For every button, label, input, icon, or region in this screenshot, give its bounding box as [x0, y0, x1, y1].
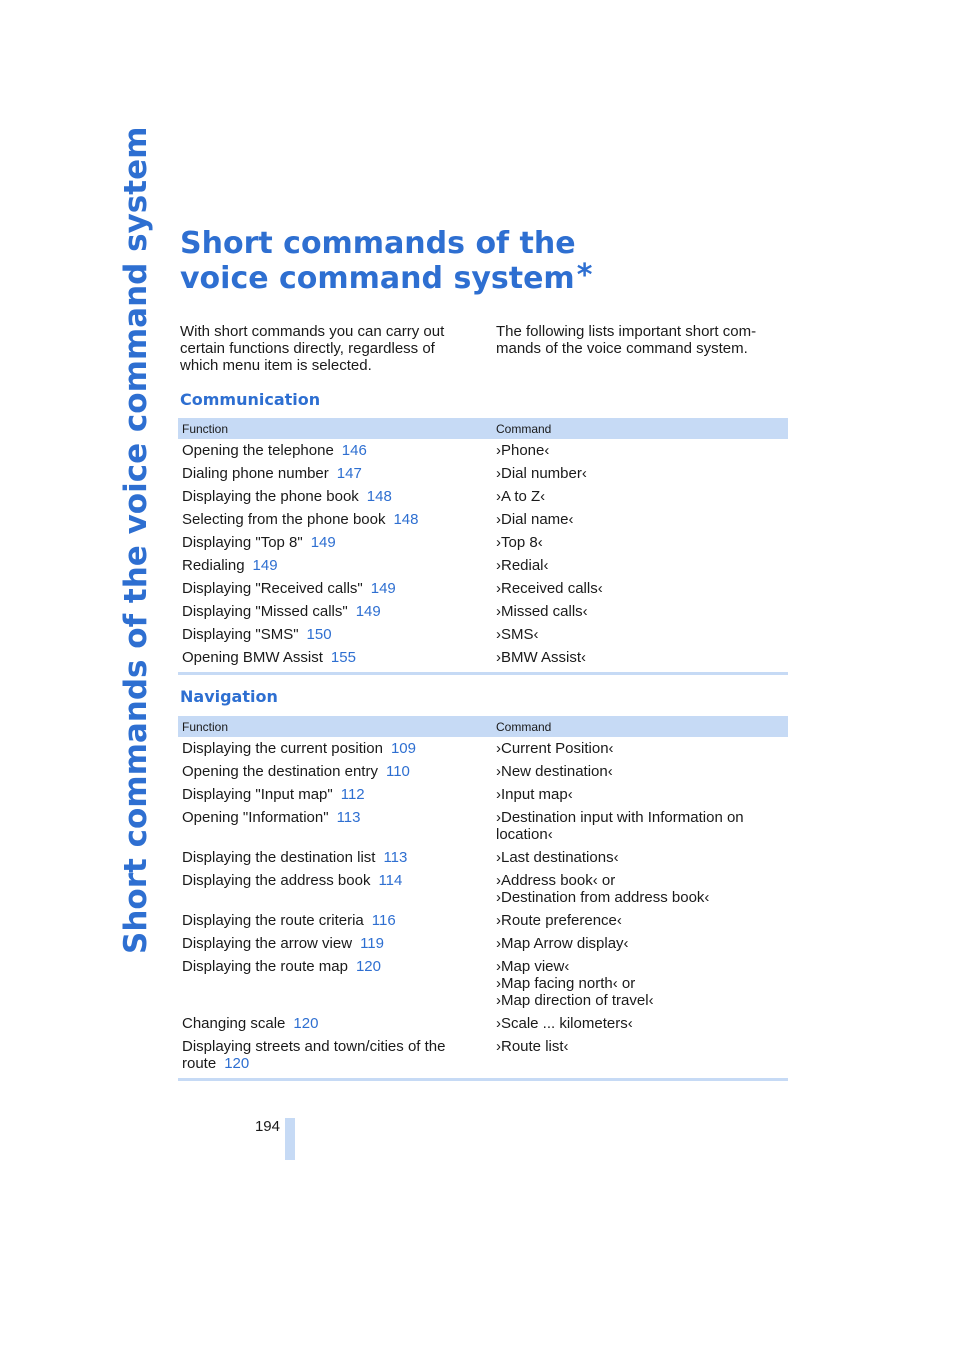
page-reference-link[interactable]: 120: [224, 1055, 250, 1072]
side-chapter-title: Short commands of the voice command system: [118, 126, 154, 954]
voice-command-text: ›Map view‹: [496, 958, 570, 975]
function-text: Opening the telephone: [182, 442, 334, 459]
function-text: Displaying "Top 8": [182, 534, 303, 551]
command-cell: [496, 577, 788, 600]
voice-command-text: ›Destination from address book‹: [496, 889, 710, 906]
function-cell: [178, 1035, 496, 1080]
function-text: Displaying the current position: [182, 740, 383, 757]
table-row: [178, 783, 788, 806]
page-reference-link[interactable]: 120: [293, 1015, 319, 1032]
command-cell: [496, 600, 788, 623]
function-cell: [178, 508, 496, 531]
voice-command-text: ›Dial name‹: [496, 511, 574, 528]
column-header-function: Function: [178, 716, 496, 737]
page-reference-link[interactable]: 148: [393, 511, 419, 528]
command-cell: [496, 554, 788, 577]
function-text: Displaying the phone book: [182, 488, 359, 505]
function-cell: [178, 462, 496, 485]
voice-command-text: ›Last destinations‹: [496, 849, 619, 866]
voice-command-text: ›Route preference‹: [496, 912, 622, 929]
command-cell: [496, 846, 788, 869]
intro-text-left: With short commands you can carry out certain functions directly, regardless of which menu item is selected.: [180, 323, 445, 374]
function-cell: [178, 760, 496, 783]
navigation-heading: Navigation: [180, 687, 278, 706]
function-text: Displaying the arrow view: [182, 935, 353, 952]
page-reference-link[interactable]: 146: [341, 442, 367, 459]
optional-equipment-star: *: [576, 258, 593, 293]
function-text: Dialing phone number: [182, 465, 329, 482]
column-header-function: Function: [178, 418, 496, 439]
voice-command-text: ›Route list‹: [496, 1038, 569, 1055]
function-text: Displaying the destination list: [182, 849, 376, 866]
function-text: Selecting from the phone book: [182, 511, 386, 528]
communication-rows: [178, 439, 788, 674]
function-cell: [178, 439, 496, 462]
table-row: [178, 737, 788, 760]
command-cell: [496, 439, 788, 462]
voice-command-text: ›Current Position‹: [496, 740, 614, 757]
function-text: Displaying "Received calls": [182, 580, 363, 597]
command-cell: [496, 508, 788, 531]
page-reference-link[interactable]: 149: [252, 557, 278, 574]
function-text: Displaying streets and town/cities of the route: [182, 1038, 446, 1072]
table-row: [178, 1012, 788, 1035]
intro-text-right: The following lists important short com-mands of the voice command system.: [496, 323, 757, 357]
function-text: Displaying "Input map": [182, 786, 333, 803]
communication-heading: Communication: [180, 390, 321, 409]
voice-command-text: ›New destination‹: [496, 763, 613, 780]
command-cell: [496, 806, 788, 846]
function-cell: [178, 531, 496, 554]
voice-command-text: ›Phone‹: [496, 442, 550, 459]
table-row: [178, 909, 788, 932]
page-reference-link[interactable]: 112: [340, 786, 365, 803]
command-cell: [496, 932, 788, 955]
title-line-1: Short commands of the: [180, 226, 576, 261]
voice-command-text: ›BMW Assist‹: [496, 649, 586, 666]
voice-command-text: ›Input map‹: [496, 786, 573, 803]
page-reference-link[interactable]: 147: [336, 465, 362, 482]
command-cell: [496, 623, 788, 646]
function-text: Displaying the address book: [182, 872, 371, 889]
voice-command-text: ›Missed calls‹: [496, 603, 588, 620]
function-cell: [178, 869, 496, 909]
voice-command-text: ›Map facing north‹ or: [496, 975, 636, 992]
function-cell: [178, 1012, 496, 1035]
table-header-row: [178, 418, 788, 439]
page-reference-link[interactable]: 149: [370, 580, 396, 597]
page-reference-link[interactable]: 149: [310, 534, 336, 551]
page-reference-link[interactable]: 155: [330, 649, 356, 666]
page-reference-link[interactable]: 150: [306, 626, 332, 643]
voice-command-text: ›Dial number‹: [496, 465, 587, 482]
voice-command-text: ›Redial‹: [496, 557, 549, 574]
voice-command-text: ›Received calls‹: [496, 580, 603, 597]
function-cell: [178, 485, 496, 508]
voice-command-text: ›Map Arrow display‹: [496, 935, 629, 952]
communication-table: [178, 418, 788, 675]
function-cell: [178, 646, 496, 674]
function-text: Opening BMW Assist: [182, 649, 323, 666]
function-cell: [178, 600, 496, 623]
page-reference-link[interactable]: 109: [390, 740, 416, 757]
table-row: [178, 623, 788, 646]
function-cell: [178, 955, 496, 1012]
table-row: [178, 806, 788, 846]
table-row: [178, 531, 788, 554]
table-row: [178, 577, 788, 600]
table-header-row: [178, 716, 788, 737]
function-cell: [178, 846, 496, 869]
function-text: Opening the destination entry: [182, 763, 378, 780]
function-cell: [178, 554, 496, 577]
table-row: [178, 600, 788, 623]
page-reference-link[interactable]: 148: [366, 488, 392, 505]
table-row: [178, 485, 788, 508]
function-cell: [178, 909, 496, 932]
voice-command-text: ›Top 8‹: [496, 534, 543, 551]
function-text: Displaying the route map: [182, 958, 348, 975]
command-cell: [496, 646, 788, 674]
function-cell: [178, 783, 496, 806]
title-line-2: voice command system: [180, 261, 575, 296]
page-marker-bar: [285, 1118, 295, 1160]
page-reference-link[interactable]: 113: [383, 849, 408, 866]
page-reference-link[interactable]: 113: [336, 809, 361, 826]
command-cell: [496, 783, 788, 806]
table-row: [178, 869, 788, 909]
page-title: [180, 228, 740, 295]
function-cell: [178, 577, 496, 600]
navigation-table: [178, 716, 788, 1081]
page-reference-link[interactable]: 119: [360, 935, 384, 952]
command-cell: [496, 485, 788, 508]
table-row: [178, 439, 788, 462]
command-cell: [496, 1012, 788, 1035]
command-cell: [496, 955, 788, 1012]
table-row: [178, 646, 788, 674]
page-reference-link[interactable]: 110: [385, 763, 410, 780]
voice-command-text: ›Destination input with Information on location‹: [496, 809, 744, 843]
voice-command-text: ›Map direction of travel‹: [496, 992, 654, 1009]
function-cell: [178, 623, 496, 646]
command-cell: [496, 1035, 788, 1080]
command-cell: [496, 909, 788, 932]
voice-command-text: ›Address book‹ or: [496, 872, 616, 889]
function-text: Opening "Information": [182, 809, 329, 826]
page-reference-link[interactable]: 116: [371, 912, 396, 929]
voice-command-text: ›A to Z‹: [496, 488, 546, 505]
table-row: [178, 846, 788, 869]
voice-command-text: ›SMS‹: [496, 626, 539, 643]
column-header-command: Command: [496, 418, 788, 439]
function-cell: [178, 932, 496, 955]
function-cell: [178, 806, 496, 846]
table-row: [178, 508, 788, 531]
function-text: Displaying the route criteria: [182, 912, 364, 929]
column-header-command: Command: [496, 716, 788, 737]
table-row: [178, 760, 788, 783]
function-text: Changing scale: [182, 1015, 286, 1032]
command-cell: [496, 737, 788, 760]
function-text: Redialing: [182, 557, 245, 574]
table-row: [178, 554, 788, 577]
navigation-rows: [178, 737, 788, 1080]
voice-command-text: ›Scale ... kilometers‹: [496, 1015, 633, 1032]
function-text: Displaying "SMS": [182, 626, 299, 643]
command-cell: [496, 531, 788, 554]
command-cell: [496, 760, 788, 783]
page-number: 194: [254, 1118, 280, 1135]
function-cell: [178, 737, 496, 760]
page-reference-link[interactable]: 120: [355, 958, 381, 975]
command-cell: [496, 869, 788, 909]
command-cell: [496, 462, 788, 485]
page-reference-link[interactable]: 149: [355, 603, 381, 620]
table-row: [178, 932, 788, 955]
page-reference-link[interactable]: 114: [378, 872, 403, 889]
table-row: [178, 462, 788, 485]
table-row: [178, 1035, 788, 1080]
function-text: Displaying "Missed calls": [182, 603, 348, 620]
table-row: [178, 955, 788, 1012]
